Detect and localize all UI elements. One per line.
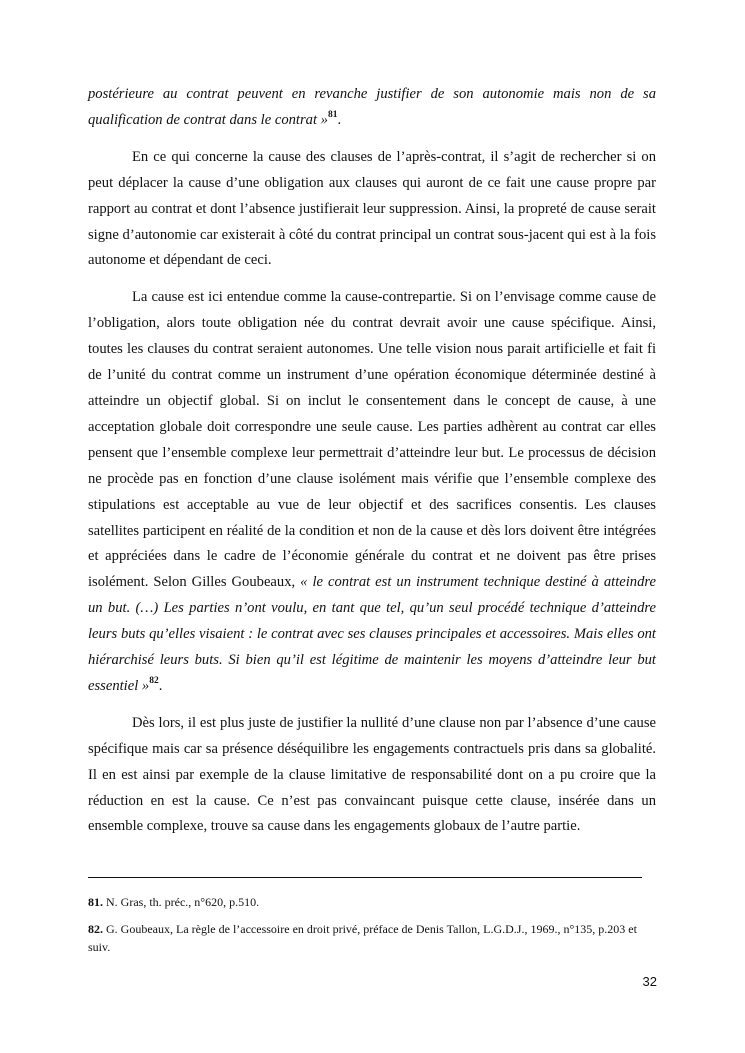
footnote-82	[88, 920, 656, 957]
footnote-separator	[88, 877, 642, 878]
footnote-ref-81[interactable]: 81	[327, 110, 338, 121]
footnote-81	[88, 893, 656, 912]
footnotes	[88, 893, 656, 965]
paragraph-1	[88, 82, 656, 134]
paragraph-1-tail: .	[337, 111, 342, 128]
goubeaux-quote: « le contrat est un instrument technique destiné à atteindre un but. (…) Les parties n’ont voulu, en tant que tel, qu’un seul procédé technique d’atteindre leurs buts qu’elles visaient : le contrat avec ses clauses principales et accessoires. Mais elles ont hiérarchisé leurs buts. Si bien qu’il est légitime de maintenir les moyens d’atteindre leur but essentiel »	[88, 574, 656, 694]
footnote-number: 81.	[88, 895, 103, 909]
paragraph-2: En ce qui concerne la cause des clauses de l’après-contrat, il s’agit de rechercher si on peut déplacer la cause d’une obligation aux clauses qui auront de ce fait une cause propre par rapport au contrat et dont l’absence justifierait leur suppression. Ainsi, la propreté de cause serait signe d’autonomie car existerait à côté du contrat principal un contrat sous-jacent qui est à la fois autonome et dépendant de ceci.	[88, 148, 656, 269]
footnote-text: G. Goubeaux, La règle de l’accessoire en droit privé, préface de Denis Tallon, L.G.D.J., 1969., n°135, p.203 et suiv.	[88, 921, 637, 954]
page-number: 32	[642, 974, 657, 989]
quote-continuation: postérieure au contrat peuvent en revanche justifier de son autonomie mais non de sa qualification de contrat dans le contrat »	[88, 86, 656, 128]
paragraph-3	[88, 285, 656, 700]
page-body	[88, 82, 656, 840]
footnote-text: N. Gras, th. préc., n°620, p.510.	[106, 895, 260, 909]
paragraph-3-text: La cause est ici entendue comme la cause-contrepartie. Si on l’envisage comme cause de l’obligation, alors toute obligation née du contrat devrait avoir une cause spécifique. Ainsi, toutes les clauses du contrat seraient autonomes. Une telle vision nous parait artificielle et fait fi de l’unité du contrat comme un instrument d’une opération économique déterminée destiné à atteindre un objectif global. Si on inclut le consentement dans le concept de cause, à une acceptation globale doit correspondre une seule cause. Les parties adhèrent au contrat car elles pensent que l’ensemble complexe leur permettrait d’atteindre leur but. Le processus de décision ne procède pas en fonction d’une clause isolément mais vérifie que l’ensemble complexe des stipulations est acceptable au vue de leur objectif et des sacrifices consentis. Les clauses satellites participent en réalité de la condition et non de la cause et dès lors doivent être intégrées et appréciées dans le cadre de l’économie générale du contrat et ne doivent pas être prises isolément. Selon Gilles Goubeaux,	[88, 289, 656, 591]
paragraph-4: Dès lors, il est plus juste de justifier la nullité d’une clause non par l’absence d’une cause spécifique mais car sa présence déséquilibre les engagements contractuels pris dans sa globalité. Il en est ainsi par exemple de la clause limitative de responsabilité dont on a pu croire que la réduction en est la cause. Ce n’est pas convaincant puisque cette clause, insérée dans un ensemble complexe, trouve sa cause dans les engagements globaux de l’autre partie.	[88, 714, 656, 835]
footnote-number: 82.	[88, 921, 103, 936]
footnote-ref-82[interactable]: 82	[149, 676, 159, 687]
paragraph-3-tail: .	[158, 677, 163, 694]
